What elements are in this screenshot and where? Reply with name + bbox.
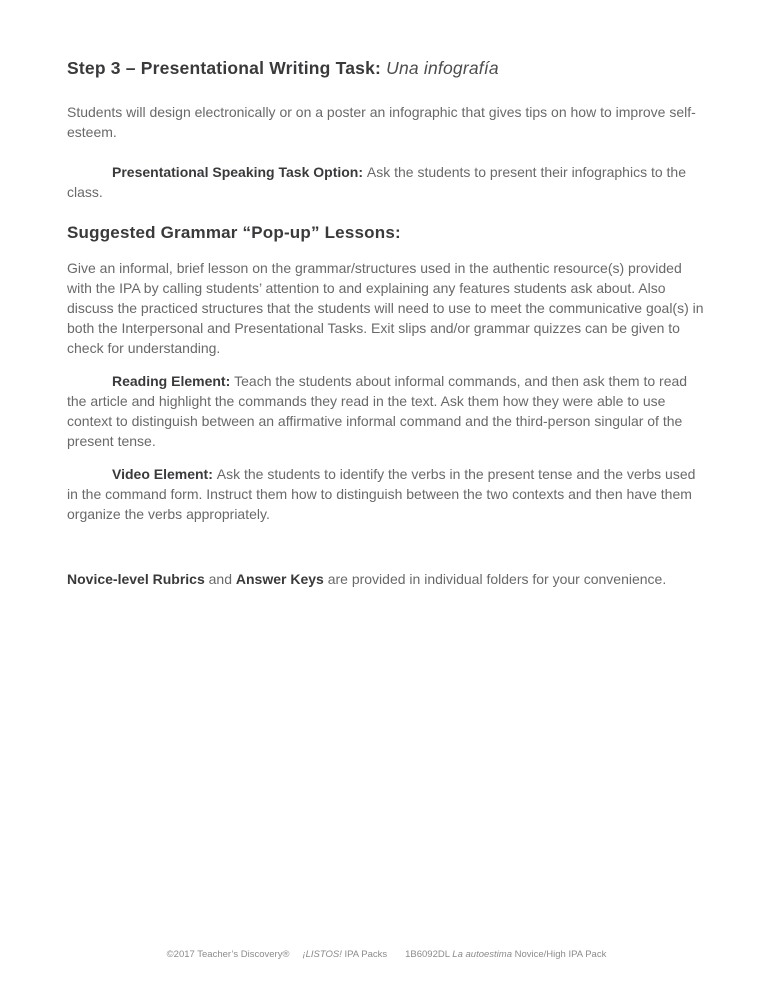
- page-content: [67, 57, 707, 589]
- rubrics-paragraph: [67, 569, 707, 589]
- intro-text: Students will design electronically or on a poster an infographic that gives tips on how to improve self-esteem.: [67, 104, 696, 140]
- reading-element-paragraph: [67, 371, 707, 451]
- speaking-option-label: Presentational Speaking Task Option:: [112, 164, 367, 180]
- reading-element-text: Teach the students about informal commands, and then ask them to read the article and highlight the commands they read in the text. Ask them how they were able to use context to distinguish between an affirmative informal command and the third-person singular of the present tense.: [67, 373, 688, 449]
- footer-pack-code: 1B6092DL: [405, 949, 453, 960]
- reading-element-label: Reading Element:: [112, 373, 235, 389]
- footer-pack-rest: Novice/High IPA Pack: [511, 949, 607, 960]
- footer-series-name: ¡LISTOS!: [302, 949, 342, 960]
- intro-paragraph: [67, 102, 707, 142]
- grammar-intro-paragraph: [67, 258, 707, 358]
- footer-pack-title: La autoestima: [452, 949, 512, 960]
- footer-series: [302, 949, 387, 961]
- speaking-option-text: Ask the students to present their infographics to the class.: [67, 164, 686, 200]
- rubrics-bold-2: Answer Keys: [235, 571, 324, 587]
- page-title-bold: Step 3 – Presentational Writing Task:: [67, 58, 387, 78]
- video-element-text: Ask the students to identify the verbs in the present tense and the verbs used in the command form. Instruct them how to distinguish between the two contexts and then have them organize the verbs appropriately.: [67, 466, 696, 522]
- footer-series-rest: IPA Packs: [341, 949, 388, 960]
- rubrics-mid: and: [204, 571, 236, 587]
- grammar-intro-text: Give an informal, brief lesson on the grammar/structures used in the authentic resource(s) provided with the IPA by calling students’ attention to and explaining any features students ask about. Also discuss the practiced structures that the students will need to use to meet the communicative goal(s) in both the Interpersonal and Presentational Tasks. Exit slips and/or grammar quizzes can be given to check for understanding.: [67, 260, 704, 356]
- page-footer: [0, 949, 773, 961]
- video-element-label: Video Element:: [112, 466, 217, 482]
- rubrics-bold-1: Novice-level Rubrics: [67, 571, 205, 587]
- page-title-italic: Una infografía: [386, 58, 499, 78]
- footer-pack: [405, 949, 606, 961]
- rubrics-rest: are provided in individual folders for your convenience.: [323, 571, 667, 587]
- video-element-paragraph: [67, 464, 707, 524]
- footer-copyright: ©2017 Teacher’s Discovery®: [166, 949, 290, 960]
- page-title: [67, 57, 707, 79]
- speaking-option-paragraph: [67, 162, 707, 202]
- grammar-section-heading: Suggested Grammar “Pop-up” Lessons:: [67, 223, 401, 242]
